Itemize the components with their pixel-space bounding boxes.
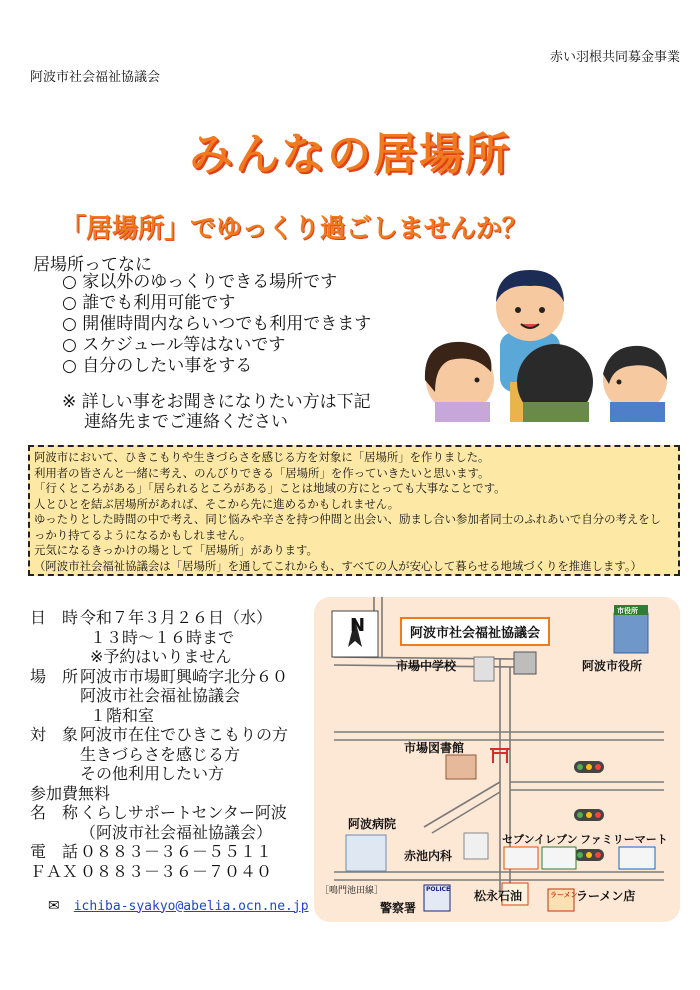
- tel-label: 電 話: [30, 842, 79, 861]
- page-title: みんなの居場所: [189, 129, 511, 180]
- map-school-label: 市場中学校: [396, 659, 457, 673]
- reservation-note: ※予約はいりません: [90, 647, 232, 666]
- list-item: ○ スケジュール等はないです: [62, 335, 286, 355]
- tel-number: ０８８３－３６－５５１１: [80, 842, 273, 861]
- map-road-label: ［鳴門池田線］: [320, 886, 384, 896]
- map-city-hall-label: 阿波市役所: [582, 659, 643, 673]
- map-hospital-label: 阿波病院: [348, 817, 397, 831]
- event-date: 令和７年３月２６日（水）: [80, 608, 273, 627]
- what-heading: 居場所ってなに: [33, 255, 152, 275]
- police-sign: POLICE: [426, 886, 451, 893]
- note-line: 連絡先までご連絡ください: [84, 412, 288, 432]
- city-hall-sign: 市役所: [617, 607, 638, 615]
- center-name: くらしサポートセンター阿波: [80, 803, 287, 822]
- target-line: その他利用したい方: [80, 764, 225, 783]
- note-line: ※ 詳しい事をお聞きになりたい方は下記: [62, 392, 371, 412]
- description-box: [28, 445, 680, 576]
- place-address: 阿波市市場町興崎字北分６０: [80, 666, 289, 686]
- target-line: 阿波市在住でひきこもりの方: [80, 725, 289, 744]
- kids-illustration: [405, 262, 675, 422]
- email-row: [48, 898, 309, 914]
- list-item: ○ 家以外のゆっくりできる場所です: [62, 272, 338, 292]
- place-label: 場 所: [30, 666, 79, 686]
- description-line: 人とひとを結ぶ居場所があれば、そこから先に進めるかもしれません。: [34, 496, 400, 511]
- map-main-label: 阿波市社会福祉協議会: [400, 617, 550, 646]
- map-ramen-label: ラーメン店: [576, 889, 636, 903]
- north-label: N: [350, 615, 366, 636]
- fax-number: ０８８３－３６－７０４０: [80, 861, 273, 881]
- access-map: [314, 597, 680, 922]
- feature-list: [62, 272, 371, 377]
- date-label: 日 時: [30, 608, 79, 627]
- description-line: ゆったりとした時間の中で考え、同じ悩みや辛さを持つ仲間と出会い、励まし合い参加者同士のふれあいで自分の考えをし: [34, 512, 662, 526]
- ramen-sign: ラーメン: [550, 891, 578, 899]
- event-details: [30, 608, 288, 881]
- map-seven-label: セブンイレブン: [502, 833, 578, 846]
- map-library-label: 市場図書館: [404, 741, 465, 755]
- description-line: （阿波市社会福祉協議会は「居場所」を通してこれからも、すべての人が安心して暮らせる地域づくりを推進します。）: [34, 558, 642, 573]
- list-item: ○ 誰でも利用可能です: [62, 293, 236, 313]
- map-clinic-label: 赤池内科: [404, 849, 453, 863]
- target-label: 対 象: [30, 725, 79, 744]
- event-time: １３時～１６時まで: [90, 627, 235, 647]
- mail-icon: ✉: [48, 898, 60, 914]
- description-line: 「行くところがある」「居られるところがある」ことは地域の方にとっても大事なことです。: [34, 481, 506, 495]
- place-org: 阿波市社会福祉協議会: [80, 686, 241, 705]
- description-line: っかり持てるようになるかもしれません。: [34, 527, 252, 542]
- target-line: 生きづらさを感じる方: [80, 744, 241, 764]
- map-family-label: ファミリーマート: [580, 833, 668, 846]
- fax-label: ＦＡＸ: [30, 861, 79, 881]
- map-police-label: 警察署: [380, 901, 417, 915]
- list-item: ○ 自分のしたい事をする: [62, 356, 253, 376]
- description-line: 利用者の皆さんと一緒に考え、のんびりできる「居場所」を作っていきたいと思います。: [34, 465, 490, 480]
- fee-text: 参加費無料: [30, 783, 111, 803]
- program-label: 赤い羽根共同募金事業: [549, 50, 680, 65]
- contact-note: [62, 392, 371, 432]
- place-room: １階和室: [90, 705, 155, 725]
- description-line: 阿波市において、ひきこもりや生きづらさを感じる方を対象に「居場所」を作りました。: [34, 450, 490, 464]
- description-line: 元気になるきっかけの場として「居場所」があります。: [34, 543, 318, 557]
- center-name-sub: （阿波市社会福祉協議会）: [80, 822, 273, 842]
- name-label: 名 称: [30, 803, 79, 822]
- list-item: ○ 開催時間内ならいつでも利用できます: [62, 314, 372, 334]
- map-gas-label: 松永石油: [474, 889, 523, 903]
- email-link[interactable]: ichiba-syakyo@abelia.ocn.ne.jp: [73, 898, 309, 914]
- organizer-name: 阿波市社会福祉協議会: [30, 70, 161, 85]
- page-subtitle: 「居場所」でゆっくり過ごしませんか？: [60, 214, 528, 244]
